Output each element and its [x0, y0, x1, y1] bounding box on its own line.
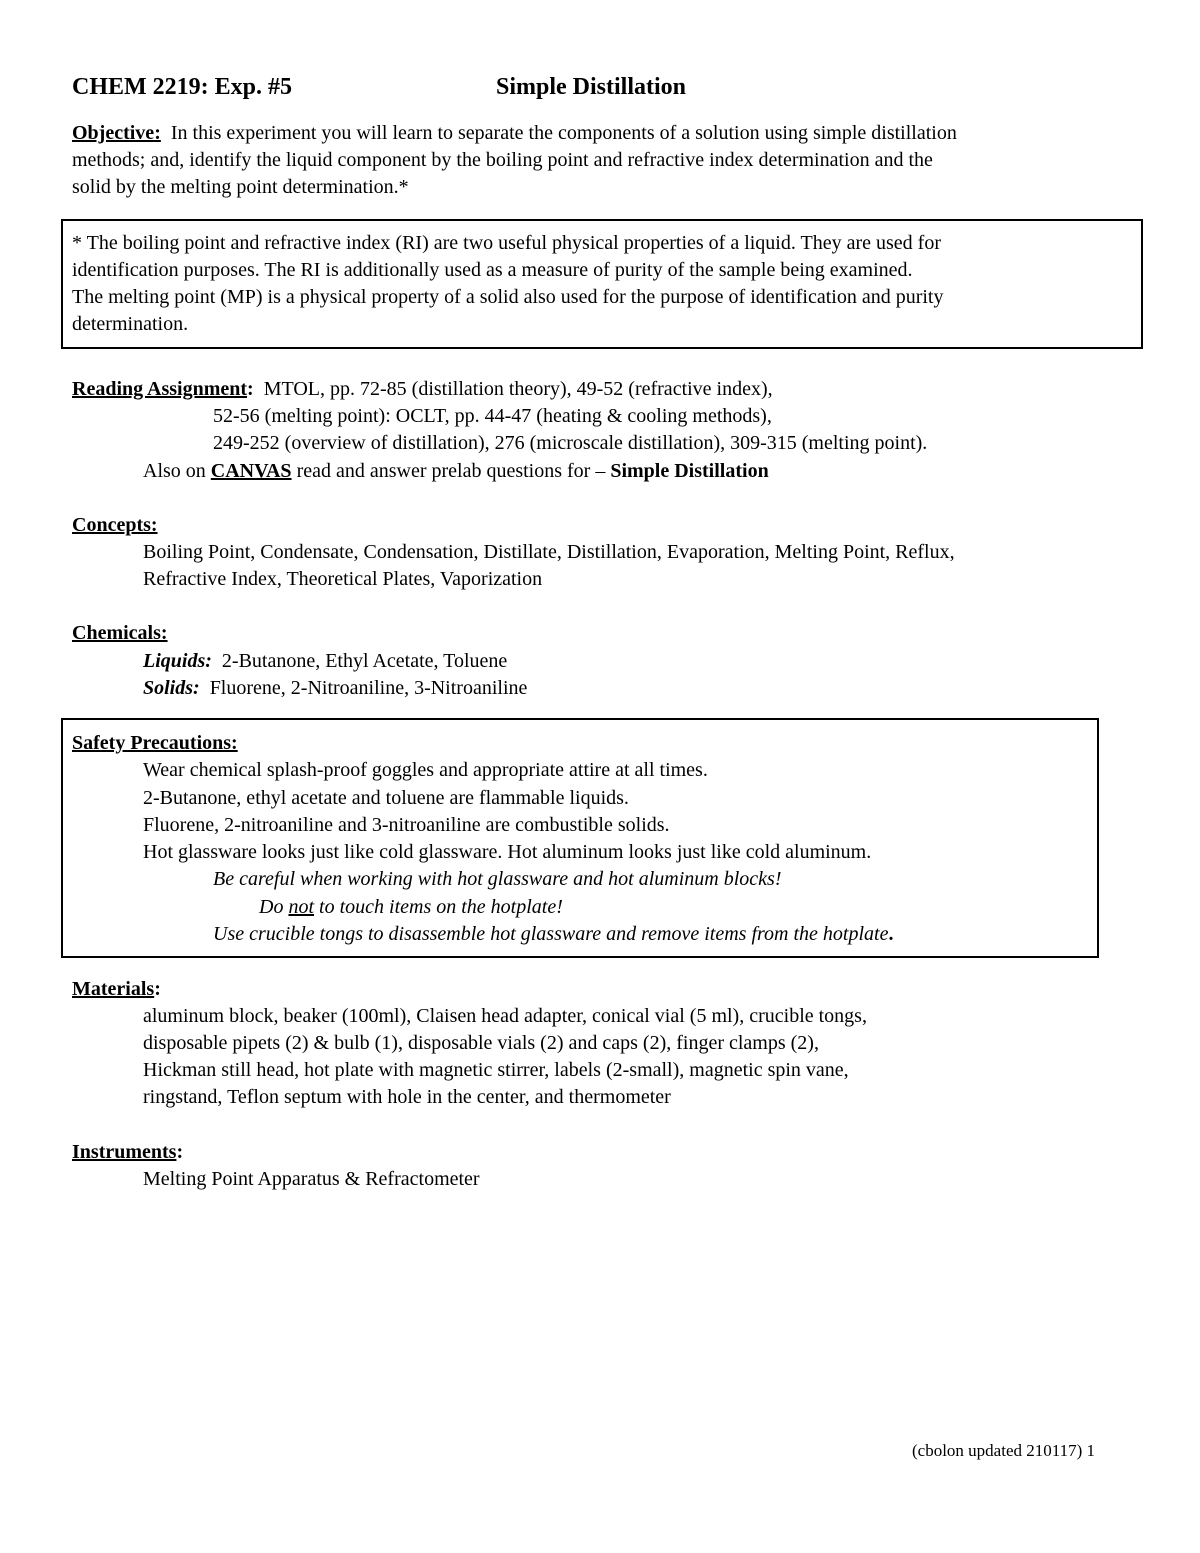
objective-line-3: solid by the melting point determination.* [72, 176, 409, 198]
solids-label: Solids: [143, 677, 200, 699]
reading-canvas-mid: read and answer prelab questions for – [291, 460, 611, 482]
safety-line-3: Fluorene, 2-nitroaniline and 3-nitroaniline are combustible solids. [143, 814, 670, 836]
instruments-label: Instruments [72, 1141, 177, 1163]
note-line-3: The melting point (MP) is a physical property of a solid also used for the purpose of identification and purity [72, 286, 944, 308]
materials-line-1: aluminum block, beaker (100ml), Claisen head adapter, conical vial (5 ml), crucible tongs, [143, 1005, 867, 1027]
reading-line-4 [143, 458, 769, 485]
liquids-list: 2-Butanone, Ethyl Acetate, Toluene [221, 650, 508, 672]
concepts-label: Concepts: [72, 514, 158, 536]
objective-label: Objective: [72, 122, 161, 144]
page-title: Simple Distillation [496, 74, 687, 100]
chemicals-solids [143, 675, 527, 702]
safety-label: Safety Precautions: [72, 732, 238, 754]
reading-line-2: 52-56 (melting point): OCLT, pp. 44-47 (heating & cooling methods), [213, 405, 772, 427]
donot-not: not [288, 896, 315, 918]
materials-label: Materials [72, 978, 155, 1000]
materials-line-2: disposable pipets (2) & bulb (1), disposable vials (2) and caps (2), finger clamps (2), [143, 1032, 819, 1054]
safety-careful: Be careful when working with hot glassware and hot aluminum blocks! [213, 868, 782, 890]
materials-line-4: ringstand, Teflon septum with hole in the center, and thermometer [143, 1086, 671, 1108]
reading-colon: : [247, 378, 254, 400]
donot-post: to touch items on the hotplate! [314, 896, 563, 918]
materials-line-3: Hickman still head, hot plate with magnetic stirrer, labels (2-small), magnetic spin vane, [143, 1059, 849, 1081]
reading-text-1: MTOL, pp. 72-85 (distillation theory), 49-52 (refractive index), [263, 378, 773, 400]
safety-line-2: 2-Butanone, ethyl acetate and toluene are flammable liquids. [143, 787, 629, 809]
note-line-1: * The boiling point and refractive index (RI) are two useful physical properties of a liquid. They are used for [72, 232, 941, 254]
concepts-line-1: Boiling Point, Condensate, Condensation, Distillate, Distillation, Evaporation, Melting Point, Reflux, [143, 541, 955, 563]
safety-tongs [213, 921, 893, 948]
reading-label: Reading Assignment [72, 378, 248, 400]
reading-canvas-pre: Also on [143, 460, 211, 482]
objective-text-1: In this experiment you will learn to separate the components of a solution using simple distillation [170, 122, 957, 144]
concepts-line-2: Refractive Index, Theoretical Plates, Vaporization [143, 568, 543, 590]
liquids-label: Liquids: [143, 650, 212, 672]
chemicals-label: Chemicals: [72, 622, 168, 644]
canvas-link: CANVAS [210, 460, 292, 482]
tongs-period: . [888, 923, 894, 945]
reading-line-1 [72, 376, 773, 403]
tongs-text: Use crucible tongs to disassemble hot glassware and remove items from the hotplate [213, 923, 889, 945]
safety-line-1: Wear chemical splash-proof goggles and appropriate attire at all times. [143, 759, 708, 781]
reading-line-3: 249-252 (overview of distillation), 276 (microscale distillation), 309-315 (melting point). [213, 432, 928, 454]
reading-lab-name: Simple Distillation [610, 460, 769, 482]
objective-line-2: methods; and, identify the liquid component by the boiling point and refractive index determination and the [72, 149, 933, 171]
materials-heading [72, 976, 161, 1003]
note-line-2: identification purposes. The RI is additionally used as a measure of purity of the sample being examined. [72, 259, 913, 281]
objective-line-1 [72, 120, 957, 147]
course-heading: CHEM 2219: Exp. #5 [72, 74, 293, 100]
instruments-text: Melting Point Apparatus & Refractometer [143, 1168, 480, 1190]
footer-note: (cbolon updated 210117) 1 [912, 1441, 1096, 1460]
safety-donot [259, 894, 563, 921]
note-line-4: determination. [72, 313, 189, 335]
chemicals-liquids [143, 648, 507, 675]
instruments-heading [72, 1139, 183, 1166]
instruments-colon: : [176, 1141, 184, 1163]
solids-list: Fluorene, 2-Nitroaniline, 3-Nitroaniline [209, 677, 528, 699]
donot-pre: Do [259, 896, 289, 918]
safety-line-4: Hot glassware looks just like cold glassware. Hot aluminum looks just like cold aluminum. [143, 841, 872, 863]
materials-colon: : [154, 978, 161, 1000]
